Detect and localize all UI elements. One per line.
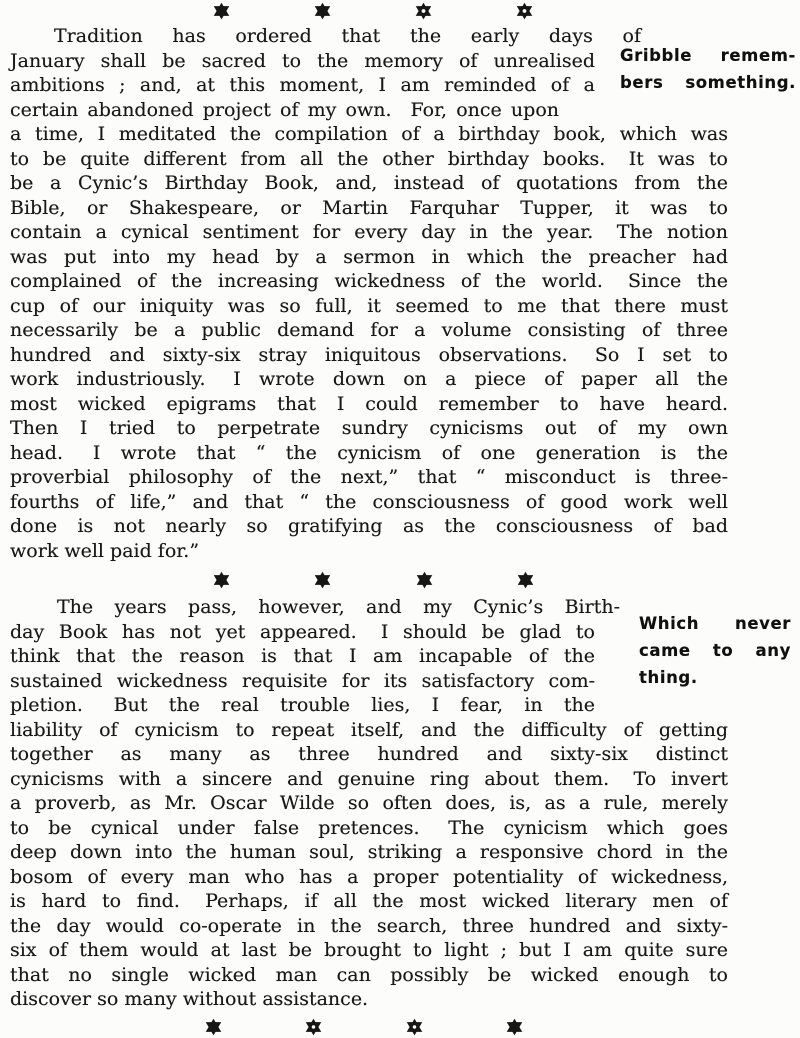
asterisk-separator-middle	[212, 570, 535, 590]
text-line: cynicisms with a sincere and genuine ring about them. To invert	[10, 767, 728, 790]
text-line: hundred and sixty-six stray iniquitous observations. So I set to	[10, 343, 728, 366]
text-line: think that the reason is that I am incapable of the	[10, 645, 595, 667]
text-line: a proverb, as Mr. Oscar Wilde so often does, is, as a rule, merely	[10, 792, 728, 814]
asterisk-icon	[313, 571, 332, 589]
text-line: to be quite different from all the other birthday books. It was to	[10, 147, 728, 170]
text-line: ambitions ; and, at this moment, I am reminded of a	[10, 74, 595, 96]
text-line: necessarily be a public demand for a volume consisting of three	[10, 319, 728, 341]
asterisk-icon	[415, 571, 434, 589]
text-line: be a Cynic’s Birthday Book, and, instead of quotations from the	[10, 172, 728, 194]
text-line: together as many as three hundred and sixty-six distinct	[10, 743, 728, 765]
text-line: the day would co-operate in the search, three hundred and sixty-	[10, 914, 728, 937]
text-line: sustained wickedness requisite for its satisfactory com-	[10, 669, 595, 692]
asterisk-icon	[414, 2, 433, 20]
text-line: cup of our iniquity was so full, it seemed to me that there must	[10, 294, 728, 317]
text-line: deep down into the human soul, striking a responsive chord in the	[10, 841, 728, 863]
paragraph-1	[10, 24, 728, 563]
text-line: most wicked epigrams that I could remember to have heard.	[10, 392, 728, 415]
asterisk-icon	[516, 571, 535, 589]
text-line: Then I tried to perpetrate sundry cynicisms out of my own	[10, 417, 728, 439]
margin-note-line: Which never	[639, 614, 791, 633]
text-line: January shall be sacred to the memory of unrealised	[10, 49, 595, 72]
margin-note-line: thing.	[639, 668, 698, 687]
asterisk-separator-bottom	[204, 1017, 524, 1037]
text-line: certain abandoned project of my own. For, once upon	[10, 98, 559, 121]
margin-note-line: Gribble remem-	[620, 46, 796, 65]
text-line: day Book has not yet appeared. I should be glad to	[10, 620, 595, 643]
asterisk-icon	[204, 1018, 223, 1036]
margin-note-line: bers something.	[620, 73, 796, 92]
asterisk-icon	[212, 571, 231, 589]
asterisk-icon	[304, 1018, 323, 1036]
text-line: was put into my head by a sermon in which the preacher had	[10, 245, 728, 268]
paragraph-2	[10, 595, 728, 1012]
asterisk-separator-top	[212, 1, 534, 21]
asterisk-icon	[313, 2, 332, 20]
asterisk-icon	[515, 2, 534, 20]
asterisk-icon	[505, 1018, 524, 1036]
text-line: complained of the increasing wickedness of the world. Since the	[10, 270, 728, 292]
text-line: is hard to find. Perhaps, if all the most wicked literary men of	[10, 890, 728, 912]
text-line: proverbial philosophy of the next,” that “ misconduct is three-	[10, 466, 728, 488]
text-line: six of them would at last be brought to light ; but I am quite sure	[10, 939, 728, 961]
text-line: The years pass, however, and my Cynic’s Birth-	[57, 596, 620, 618]
margin-note-line: came to any	[639, 641, 791, 660]
text-line: a time, I meditated the compilation of a birthday book, which was	[10, 123, 728, 145]
text-line: done is not nearly so gratifying as the consciousness of bad	[10, 515, 728, 537]
text-line: liability of cynicism to repeat itself, and the difficulty of getting	[10, 718, 728, 741]
text-line: that no single wicked man can possibly be wicked enough to	[10, 963, 728, 986]
text-line: to be cynical under false pretences. The cynicism which goes	[10, 816, 728, 839]
text-line: work industriously. I wrote down on a piece of paper all the	[10, 368, 728, 390]
text-line: head. I wrote that “ the cynicism of one generation is the	[10, 441, 728, 464]
text-line: discover so many without assistance.	[10, 988, 369, 1010]
text-line: contain a cynical sentiment for every day in the year. The notion	[10, 221, 728, 243]
text-line: Bible, or Shakespeare, or Martin Farquhar Tupper, it was to	[10, 196, 728, 219]
text-line: bosom of every man who has a proper potentiality of wickedness,	[10, 865, 728, 888]
asterisk-icon	[212, 2, 231, 20]
text-line: fourths of life,” and that “ the consciousness of good work well	[10, 490, 728, 513]
text-line: Tradition has ordered that the early days of	[54, 25, 641, 47]
asterisk-icon	[405, 1018, 424, 1036]
text-line: work well paid for.”	[10, 539, 200, 562]
text-line: pletion. But the real trouble lies, I fear, in the	[10, 694, 595, 716]
